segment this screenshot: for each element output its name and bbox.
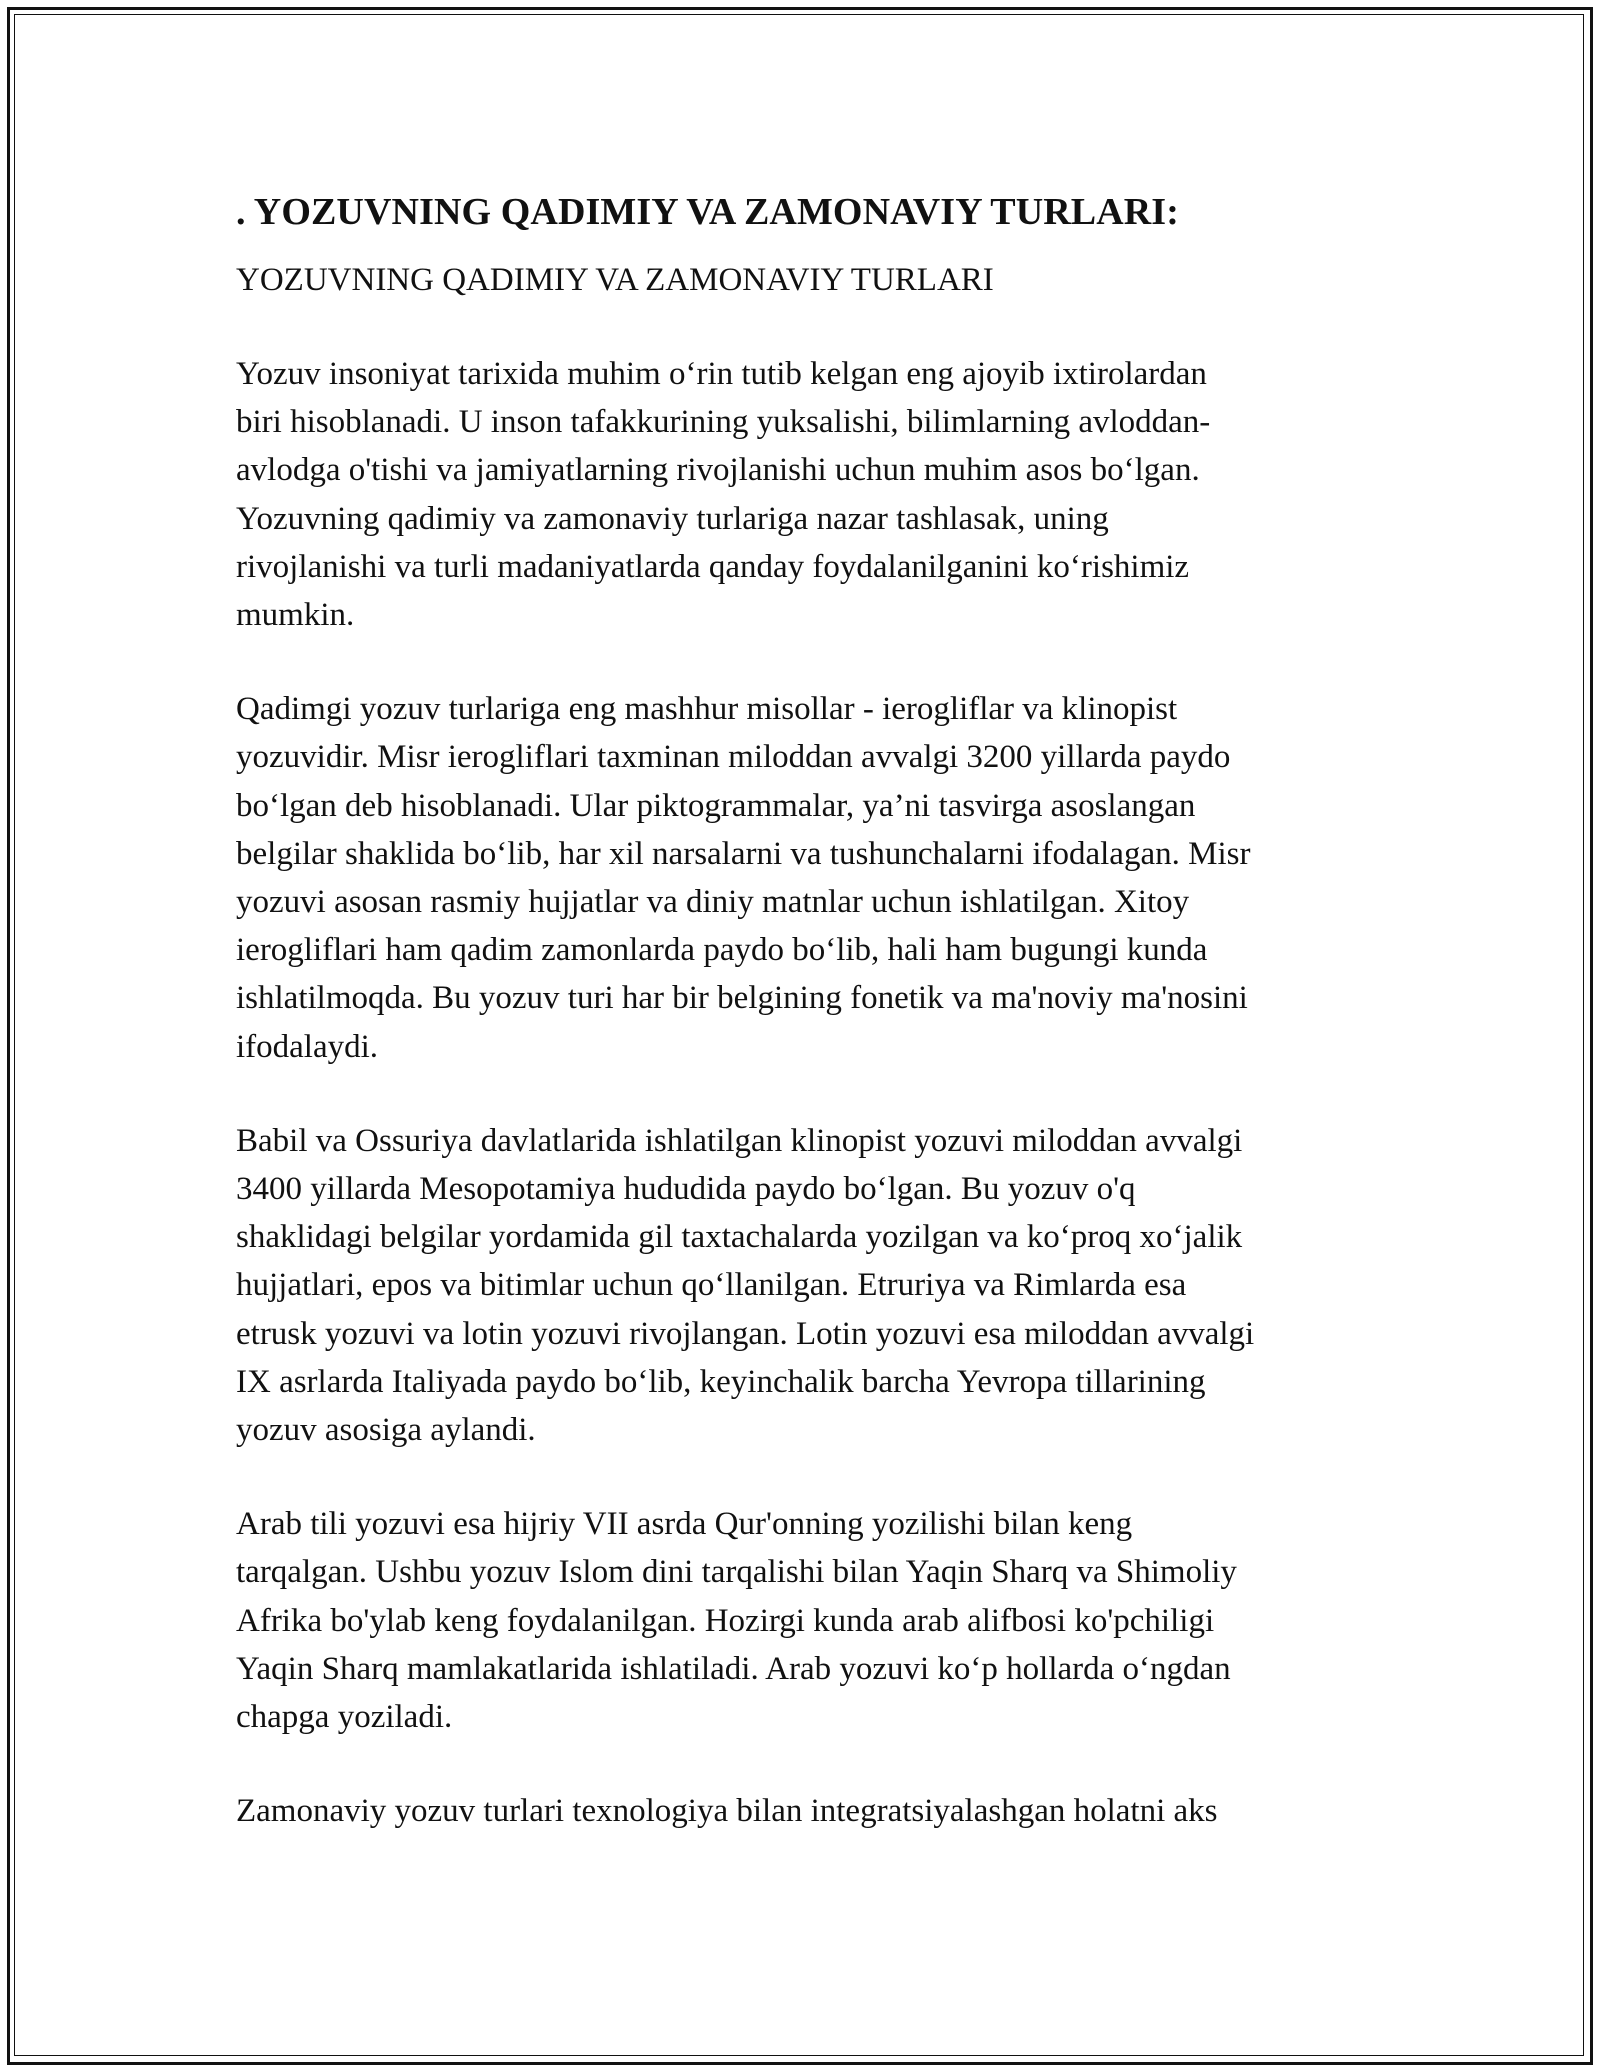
document-title: . YOZUVNING QADIMIY VA ZAMONAVIY TURLARI:	[236, 191, 1179, 233]
document-body	[236, 186, 1366, 1835]
paragraph-modern-writing: Zamonaviy yozuv turlari texnologiya bilan integratsiyalashgan holatni aks	[236, 1793, 1218, 1830]
paragraph-intro: Yozuv insoniyat tarixida muhim o‘rin tutib kelgan eng ajoyib ixtirolardan biri hisoblanadi. U inson tafakkurining yuksalishi, bilimlarning avloddan- avlodga o'tishi va jamiyatlarning rivojlanishi uchun muhim asos bo‘lgan. Yozuvning qadimiy va zamonaviy turlariga nazar tashlasak, uning rivojlanishi va turli madaniyatlarda qanday foydalanilganini ko‘rishimiz mumkin.	[236, 356, 1211, 634]
document-subtitle: YOZUVNING QADIMIY VA ZAMONAVIY TURLARI	[236, 262, 994, 298]
paragraph-cuneiform-latin: Babil va Ossuriya davlatlarida ishlatilgan klinopist yozuvi miloddan avvalgi 3400 yillarda Mesopotamiya hududida paydo bo‘lgan. Bu yozuv o'q shaklidagi belgilar yordamida gil taxtachalarda yozilgan va ko‘proq xo‘jalik hujjatlari, epos va bitimlar uchun qo‘llanilgan. Etruriya va Rimlarda esa etrusk yozuvi va lotin yozuvi rivojlangan. Lotin yozuvi esa miloddan avvalgi IX asrlarda Italiyada paydo bo‘lib, keyinchalik barcha Yevropa tillarining yozuv asosiga aylandi.	[236, 1122, 1255, 1449]
paragraph-ancient-hieroglyphs: Qadimgi yozuv turlariga eng mashhur misollar - ierogliflar va klinopist yozuvidir. Misr ierogliflari taxminan miloddan avvalgi 3200 yillarda paydo bo‘lgan deb hisoblanadi. Ular piktogrammalar, ya’ni tasvirga asoslangan belgilar shaklida bo‘lib, har xil narsalarni va tushunchalarni ifodalagan. Misr yozuvi asosan rasmiy hujjatlar va diniy matnlar uchun ishlatilgan. Xitoy ierogliflari ham qadim zamonlarda paydo bo‘lib, hali ham bugungi kunda ishlatilmoqda. Bu yozuv turi har bir belgining fonetik va ma'noviy ma'nosini ifodalaydi.	[236, 691, 1251, 1065]
paragraph-arabic-script: Arab tili yozuvi esa hijriy VII asrda Qur'onning yozilishi bilan keng tarqalgan. Ushbu yozuv Islom dini tarqalishi bilan Yaqin Sharq va Shimoliy Afrika bo'ylab keng foydalanilgan. Hozirgi kunda arab alifbosi ko'pchiligi Yaqin Sharq mamlakatlarida ishlatiladi. Arab yozuvi ko‘p hollarda o‘ngdan chapga yoziladi.	[236, 1506, 1237, 1736]
